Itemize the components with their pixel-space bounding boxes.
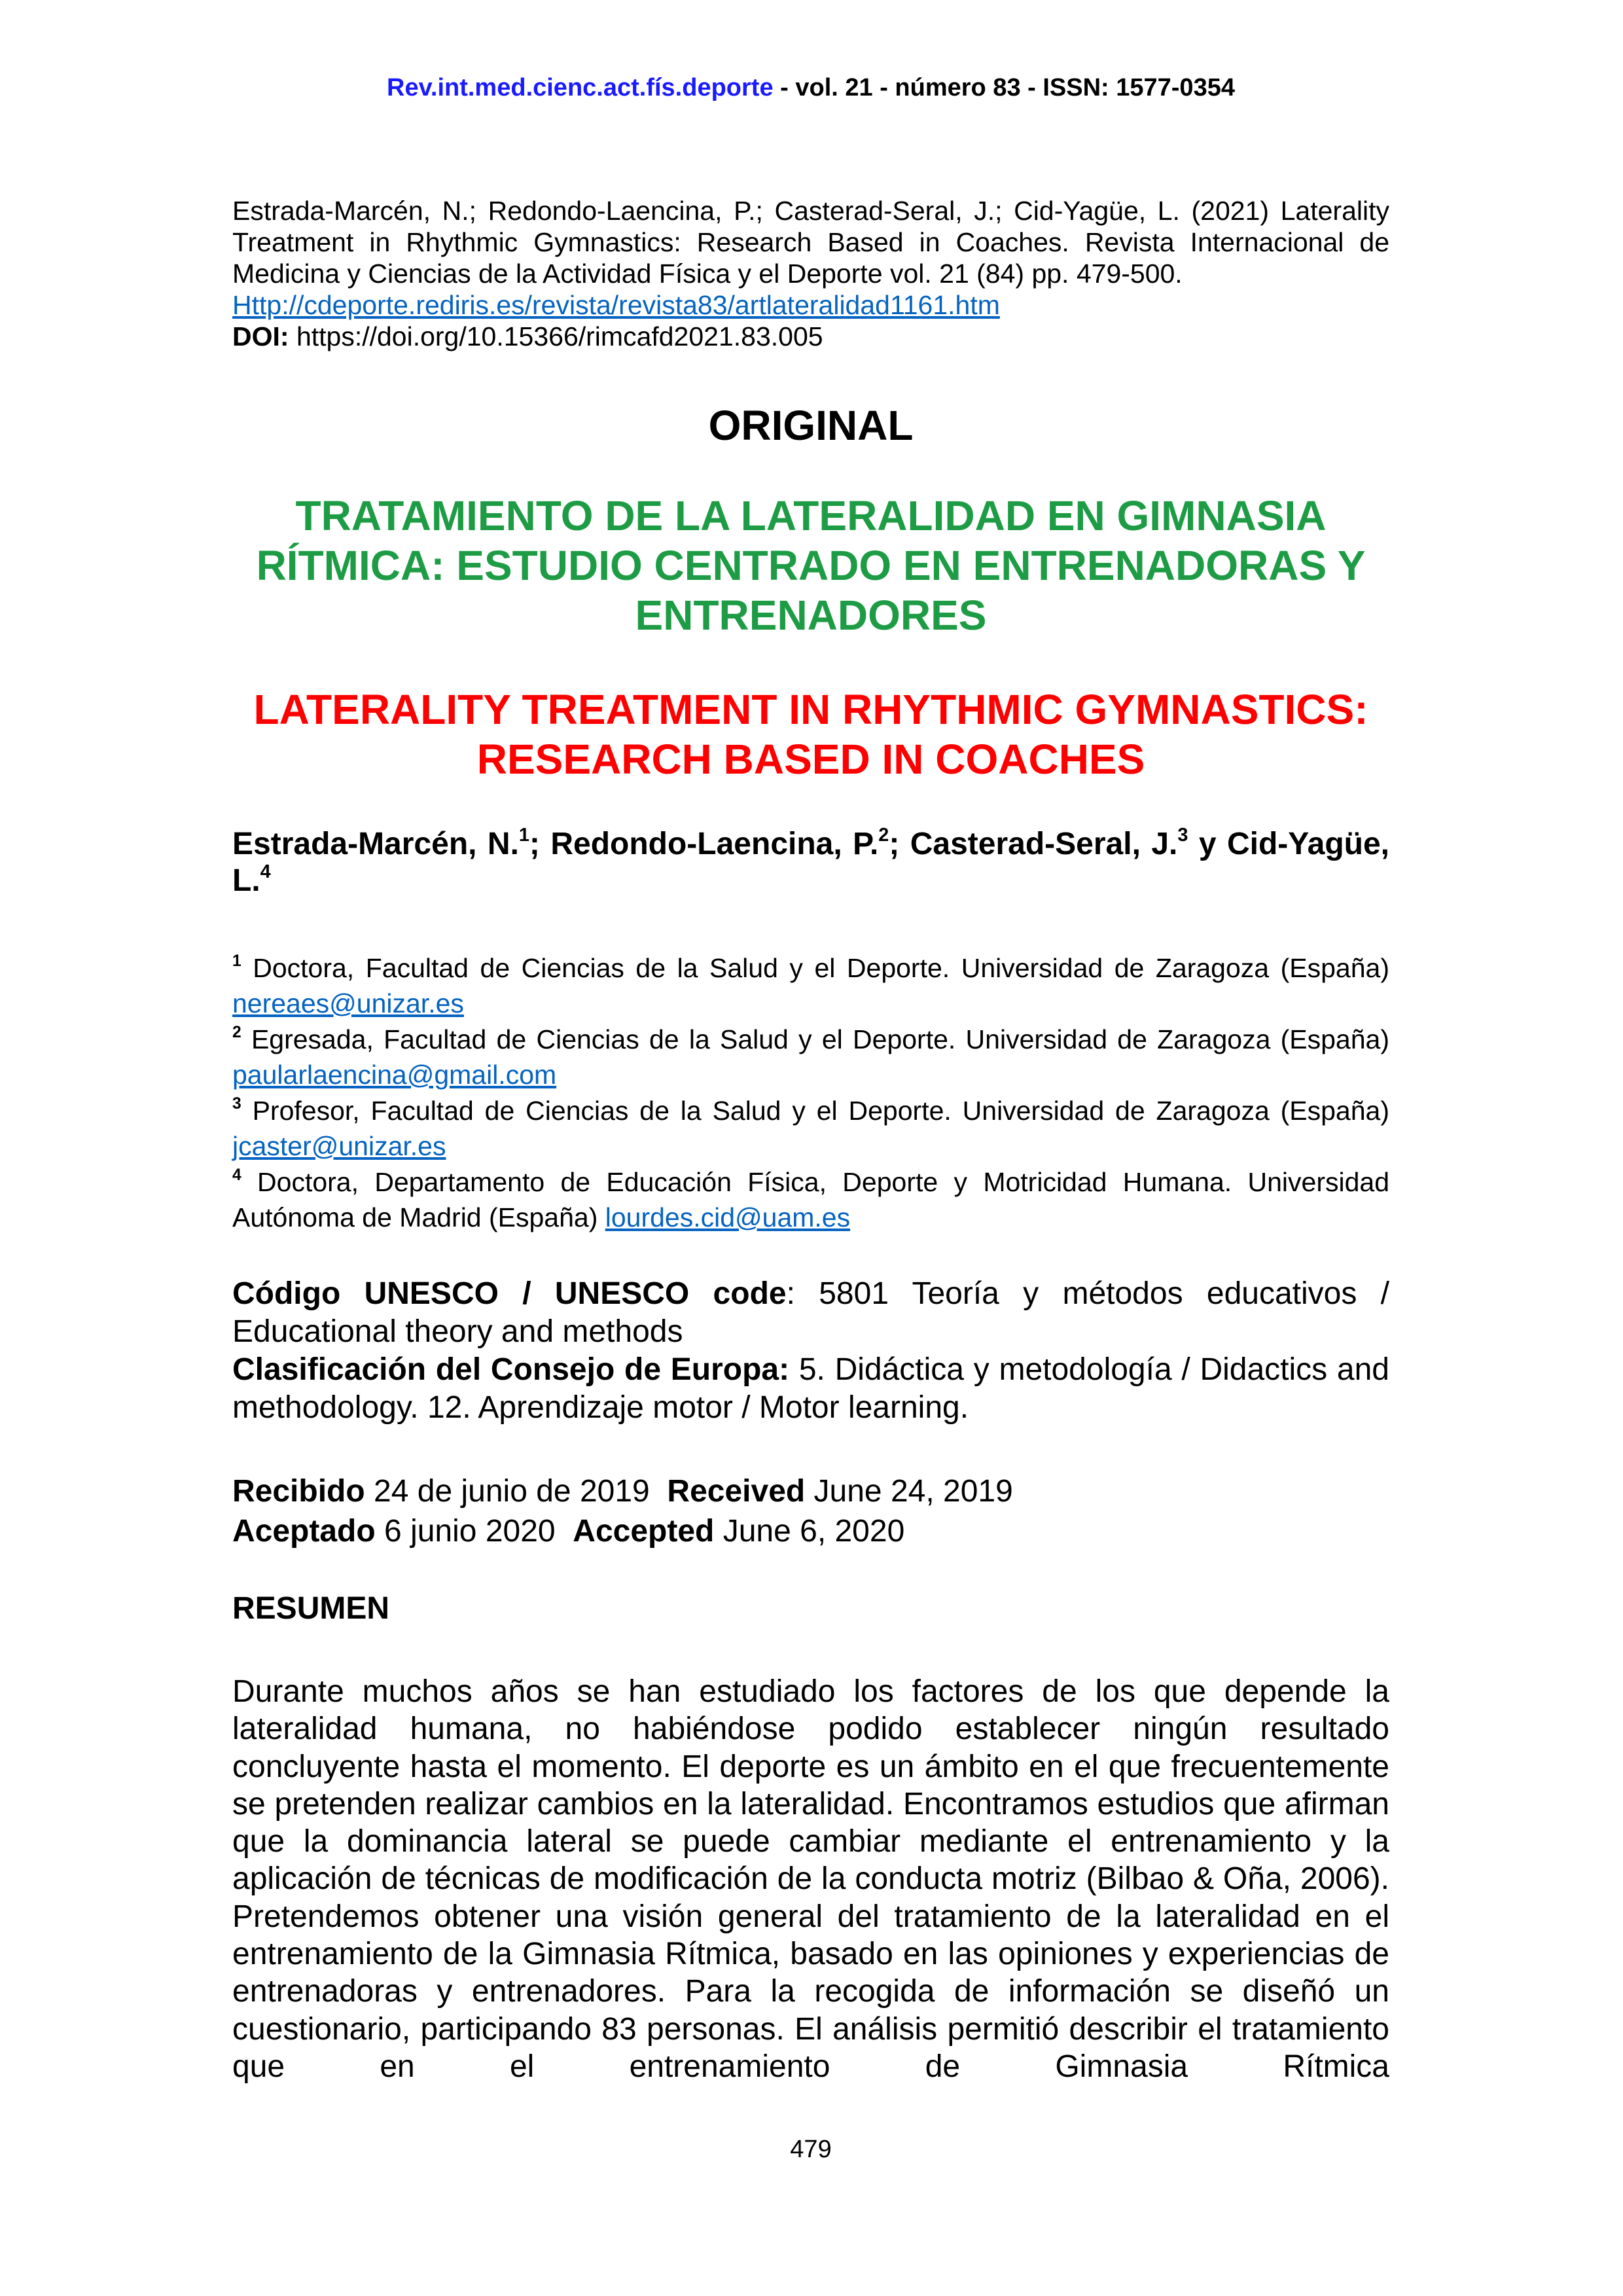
title-english: LATERALITY TREATMENT IN RHYTHMIC GYMNASTICS: RESEARCH BASED IN COACHES (253, 686, 1368, 783)
article-url-link[interactable]: Http://cdeporte.rediris.es/revista/revista83/artlateralidad1161.htm (232, 290, 1000, 320)
email-link[interactable]: lourdes.cid@uam.es (605, 1202, 851, 1232)
recibido-date: 24 de junio de 2019 (365, 1474, 668, 1509)
journal-issue: - vol. 21 - número 83 - ISSN: 1577-0354 (773, 74, 1235, 101)
authors (232, 826, 1389, 899)
email-link[interactable]: jcaster@unizar.es (232, 1131, 446, 1161)
page-number: 479 (790, 2136, 832, 2164)
dates (232, 1471, 1389, 1551)
journal-header (232, 73, 1389, 102)
affiliation-text: Profesor, Facultad de Ciencias de la Salud y el Deporte. Universidad de Zaragoza (España) (241, 1096, 1389, 1126)
author-sup: 3 (1177, 824, 1188, 846)
affiliation (232, 1164, 1389, 1235)
affiliation-number: 2 (232, 1023, 241, 1041)
affiliation-text: Doctora, Departamento de Educación Física, Deporte y Motricidad Humana. Universidad Autónoma de Madrid (España) (232, 1167, 1389, 1232)
affiliation (232, 950, 1389, 1021)
affiliation (232, 1022, 1389, 1092)
recibido-label: Recibido (232, 1474, 365, 1509)
aceptado-label: Aceptado (232, 1514, 376, 1549)
author: Cid-Yagüe, L. (232, 827, 1389, 898)
affiliation (232, 1093, 1389, 1164)
author-sup: 2 (878, 824, 889, 846)
aceptado-date: 6 junio 2020 (375, 1514, 573, 1549)
unesco-label: Código UNESCO / UNESCO code (232, 1276, 787, 1311)
affiliation-number: 1 (232, 952, 241, 970)
resumen-heading: RESUMEN (232, 1591, 390, 1626)
received-label: Received (667, 1474, 806, 1509)
author: Redondo-Laencina, P. (550, 827, 879, 861)
coe-label: Clasificación del Consejo de Europa: (232, 1352, 790, 1387)
affiliations (232, 950, 1389, 1235)
page (232, 0, 1389, 2190)
citation (232, 195, 1389, 352)
author-sep: y (1188, 827, 1227, 861)
section-label: ORIGINAL (708, 402, 914, 449)
doi-label: DOI: (232, 321, 289, 351)
affiliation-number: 3 (232, 1094, 241, 1113)
received-date: June 24, 2019 (805, 1474, 1013, 1509)
accepted-label: Accepted (573, 1514, 715, 1549)
author-sup: 1 (518, 824, 529, 846)
email-link[interactable]: paularlaencina@gmail.com (232, 1060, 557, 1090)
affiliation-text: Egresada, Facultad de Ciencias de la Salud y el Deporte. Universidad de Zaragoza (España) (241, 1024, 1389, 1054)
abstract-text: Durante muchos años se han estudiado los factores de los que depende la lateralidad humana, no habiéndose podido establecer ningún resultado concluyente hasta el momento. El deporte es un ámbito en el que frecuentemente se pretenden realizar cambios en la lateralidad. Encontramos estudios que afirman que la dominancia lateral se puede cambiar mediante el entrenamiento y la aplicación de técnicas de modificación de la conducta motriz (Bilbao & Oña, 2006). Pretendemos obtener una visión general del tratamiento de la lateralidad en el entrenamiento de la Gimnasia Rítmica, basado en las opiniones y experiencias de entrenadoras y entrenadores. Para la recogida de información se diseñó un cuestionario, participando 83 personas. El análisis permitió describir el tratamiento que en el entrenamiento de Gimnasia Rítmica (232, 1674, 1389, 2084)
doi-value: https://doi.org/10.15366/rimcafd2021.83.005 (289, 321, 823, 351)
author-sep: ; (889, 827, 910, 861)
title-spanish: TRATAMIENTO DE LA LATERALIDAD EN GIMNASIA RÍTMICA: ESTUDIO CENTRADO EN ENTRENADORAS Y ENTRENADORES (256, 492, 1366, 639)
accepted-date: June 6, 2020 (714, 1514, 905, 1549)
journal-name: Rev.int.med.cienc.act.fís.deporte (387, 74, 774, 101)
classification-codes (232, 1275, 1389, 1427)
author-sep: ; (529, 827, 551, 861)
coe-value: 5. Didáctica y metodología / Didactics and methodology. 12. Aprendizaje motor / Motor learning. (232, 1352, 1389, 1425)
citation-text: Estrada-Marcén, N.; Redondo-Laencina, P.; Casterad-Seral, J.; Cid-Yagüe, L. (2021) Laterality Treatment in Rhythmic Gymnastics: Research Based in Coaches. Revista Internacional de Medicina y Ciencias de la Actividad Física y el Deporte vol. 21 (84) pp. 479-500. (232, 196, 1389, 289)
author-sup: 4 (260, 861, 271, 882)
email-link[interactable]: nereaes@unizar.es (232, 988, 464, 1018)
author: Estrada-Marcén, N. (232, 827, 519, 861)
unesco-value: : 5801 Teoría y métodos educativos / Educational theory and methods (232, 1276, 1389, 1349)
affiliation-text: Doctora, Facultad de Ciencias de la Salud y el Deporte. Universidad de Zaragoza (España) (241, 953, 1389, 983)
affiliation-number: 4 (232, 1166, 241, 1184)
author: Casterad-Seral, J. (910, 827, 1178, 861)
